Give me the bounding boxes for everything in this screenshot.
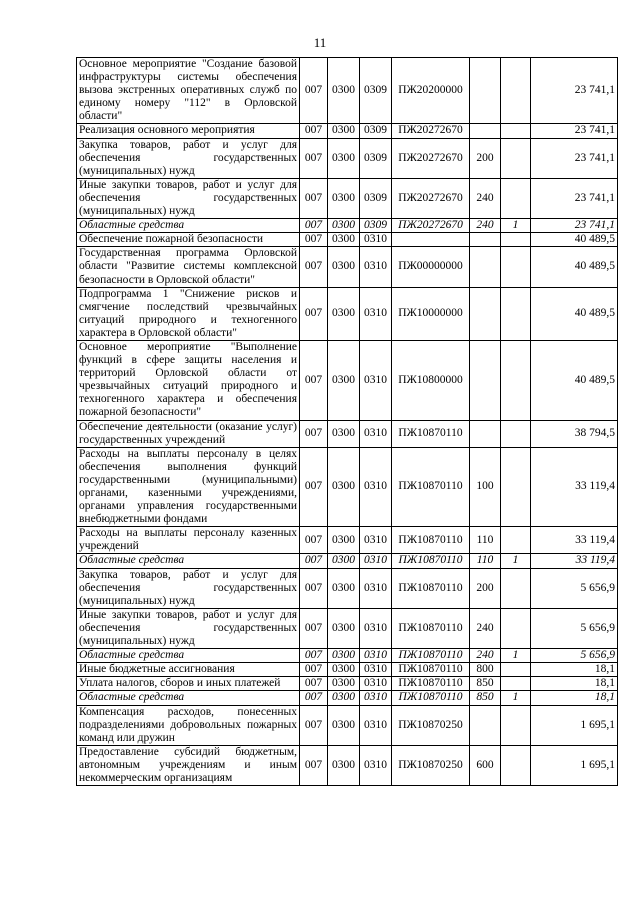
- section-code: 0300: [328, 745, 360, 785]
- target-article-code: ПЖ20272670: [392, 219, 470, 233]
- row-name: Реализация основного мероприятия: [77, 124, 300, 138]
- row-name: Обеспечение пожарной безопасности: [77, 233, 300, 247]
- row-name: Компенсация расходов, понесенных подразделениями добровольных пожарных команд или дружин: [77, 705, 300, 745]
- row-name: Иные бюджетные ассигнования: [77, 663, 300, 677]
- funding-source-code: 1: [501, 554, 531, 568]
- subsection-code: 0309: [360, 124, 392, 138]
- target-article-code: ПЖ10870110: [392, 649, 470, 663]
- row-name: Уплата налогов, сборов и иных платежей: [77, 677, 300, 691]
- amount: 38 794,5: [531, 420, 618, 447]
- subsection-code: 0310: [360, 663, 392, 677]
- row-name: Обеспечение деятельности (оказание услуг) государственных учреждений: [77, 420, 300, 447]
- section-code: 0300: [328, 554, 360, 568]
- target-article-code: [392, 233, 470, 247]
- table-row: [77, 527, 618, 554]
- target-article-code: ПЖ10800000: [392, 340, 470, 420]
- subsection-code: 0309: [360, 138, 392, 178]
- target-article-code: ПЖ10870110: [392, 608, 470, 648]
- funding-source-code: 1: [501, 649, 531, 663]
- expense-type-code: 240: [470, 608, 501, 648]
- grbs-code: 007: [300, 219, 328, 233]
- row-name: Подпрограмма 1 "Снижение рисков и смягчение последствий чрезвычайных ситуаций природного и техногенного характера в Орловской области": [77, 287, 300, 340]
- section-code: 0300: [328, 649, 360, 663]
- funding-source-code: [501, 447, 531, 527]
- table-row: [77, 663, 618, 677]
- amount: 40 489,5: [531, 233, 618, 247]
- subsection-code: 0310: [360, 447, 392, 527]
- amount: 40 489,5: [531, 340, 618, 420]
- amount: 5 656,9: [531, 568, 618, 608]
- funding-source-code: [501, 287, 531, 340]
- section-code: 0300: [328, 219, 360, 233]
- grbs-code: 007: [300, 138, 328, 178]
- funding-source-code: [501, 608, 531, 648]
- subsection-code: 0310: [360, 247, 392, 287]
- table-row: [77, 247, 618, 287]
- target-article-code: ПЖ10870110: [392, 420, 470, 447]
- subsection-code: 0309: [360, 219, 392, 233]
- row-name: Основное мероприятие "Создание базовой инфраструктуры системы обеспечения вызова экстренных оперативных служб по единому номеру "112" в Орловской области": [77, 58, 300, 124]
- row-name: Областные средства: [77, 691, 300, 705]
- table-row: [77, 178, 618, 218]
- expense-type-code: [470, 340, 501, 420]
- expense-type-code: 850: [470, 691, 501, 705]
- subsection-code: 0310: [360, 691, 392, 705]
- section-code: 0300: [328, 663, 360, 677]
- grbs-code: 007: [300, 677, 328, 691]
- expense-type-code: [470, 58, 501, 124]
- amount: 23 741,1: [531, 138, 618, 178]
- expense-type-code: [470, 287, 501, 340]
- table-row-regional-funds: [77, 219, 618, 233]
- target-article-code: ПЖ20272670: [392, 124, 470, 138]
- section-code: 0300: [328, 527, 360, 554]
- funding-source-code: [501, 247, 531, 287]
- grbs-code: 007: [300, 649, 328, 663]
- grbs-code: 007: [300, 705, 328, 745]
- row-name: Закупка товаров, работ и услуг для обеспечения государственных (муниципальных) нужд: [77, 138, 300, 178]
- section-code: 0300: [328, 691, 360, 705]
- row-name: Закупка товаров, работ и услуг для обеспечения государственных (муниципальных) нужд: [77, 568, 300, 608]
- table-row: [77, 340, 618, 420]
- target-article-code: ПЖ10870250: [392, 745, 470, 785]
- subsection-code: 0310: [360, 420, 392, 447]
- expense-type-code: 110: [470, 554, 501, 568]
- amount: 33 119,4: [531, 554, 618, 568]
- subsection-code: 0310: [360, 568, 392, 608]
- budget-table: [76, 57, 618, 786]
- subsection-code: 0309: [360, 58, 392, 124]
- subsection-code: 0310: [360, 554, 392, 568]
- funding-source-code: 1: [501, 219, 531, 233]
- expense-type-code: 110: [470, 527, 501, 554]
- table-row: [77, 58, 618, 124]
- table-row: [77, 745, 618, 785]
- table-row: [77, 124, 618, 138]
- funding-source-code: [501, 677, 531, 691]
- section-code: 0300: [328, 124, 360, 138]
- table-row-regional-funds: [77, 649, 618, 663]
- funding-source-code: [501, 568, 531, 608]
- amount: 40 489,5: [531, 247, 618, 287]
- subsection-code: 0310: [360, 677, 392, 691]
- subsection-code: 0309: [360, 178, 392, 218]
- table-row-regional-funds: [77, 554, 618, 568]
- expense-type-code: [470, 233, 501, 247]
- target-article-code: ПЖ10870110: [392, 554, 470, 568]
- funding-source-code: [501, 233, 531, 247]
- grbs-code: 007: [300, 447, 328, 527]
- table-row: [77, 608, 618, 648]
- funding-source-code: [501, 745, 531, 785]
- grbs-code: 007: [300, 124, 328, 138]
- funding-source-code: [501, 420, 531, 447]
- grbs-code: 007: [300, 340, 328, 420]
- table-row-regional-funds: [77, 691, 618, 705]
- target-article-code: ПЖ00000000: [392, 247, 470, 287]
- expense-type-code: [470, 247, 501, 287]
- section-code: 0300: [328, 447, 360, 527]
- row-name: Иные закупки товаров, работ и услуг для обеспечения государственных (муниципальных) нужд: [77, 608, 300, 648]
- target-article-code: ПЖ20200000: [392, 58, 470, 124]
- grbs-code: 007: [300, 745, 328, 785]
- row-name: Иные закупки товаров, работ и услуг для обеспечения государственных (муниципальных) нужд: [77, 178, 300, 218]
- row-name: Областные средства: [77, 219, 300, 233]
- grbs-code: 007: [300, 420, 328, 447]
- amount: 33 119,4: [531, 447, 618, 527]
- expense-type-code: 100: [470, 447, 501, 527]
- subsection-code: 0310: [360, 705, 392, 745]
- subsection-code: 0310: [360, 233, 392, 247]
- expense-type-code: 200: [470, 568, 501, 608]
- amount: 23 741,1: [531, 219, 618, 233]
- target-article-code: ПЖ10870110: [392, 663, 470, 677]
- subsection-code: 0310: [360, 745, 392, 785]
- row-name: Областные средства: [77, 649, 300, 663]
- funding-source-code: [501, 138, 531, 178]
- section-code: 0300: [328, 705, 360, 745]
- section-code: 0300: [328, 608, 360, 648]
- section-code: 0300: [328, 247, 360, 287]
- funding-source-code: [501, 340, 531, 420]
- target-article-code: ПЖ10870110: [392, 691, 470, 705]
- funding-source-code: [501, 58, 531, 124]
- row-name: Предоставление субсидий бюджетным, автономным учреждениям и иным некоммерческим организациям: [77, 745, 300, 785]
- amount: 1 695,1: [531, 745, 618, 785]
- section-code: 0300: [328, 58, 360, 124]
- grbs-code: 007: [300, 663, 328, 677]
- expense-type-code: [470, 705, 501, 745]
- grbs-code: 007: [300, 568, 328, 608]
- target-article-code: ПЖ10870110: [392, 447, 470, 527]
- section-code: 0300: [328, 233, 360, 247]
- funding-source-code: [501, 705, 531, 745]
- expense-type-code: 240: [470, 219, 501, 233]
- amount: 33 119,4: [531, 527, 618, 554]
- subsection-code: 0310: [360, 527, 392, 554]
- amount: 23 741,1: [531, 178, 618, 218]
- target-article-code: ПЖ10870110: [392, 568, 470, 608]
- target-article-code: ПЖ10870110: [392, 527, 470, 554]
- grbs-code: 007: [300, 247, 328, 287]
- section-code: 0300: [328, 568, 360, 608]
- section-code: 0300: [328, 178, 360, 218]
- table-row: [77, 138, 618, 178]
- section-code: 0300: [328, 138, 360, 178]
- grbs-code: 007: [300, 287, 328, 340]
- funding-source-code: [501, 124, 531, 138]
- funding-source-code: [501, 178, 531, 218]
- table-body: [77, 58, 618, 786]
- row-name: Государственная программа Орловской области "Развитие системы комплексной безопасности в Орловской области": [77, 247, 300, 287]
- expense-type-code: 850: [470, 677, 501, 691]
- amount: 5 656,9: [531, 649, 618, 663]
- amount: 18,1: [531, 663, 618, 677]
- row-name: Расходы на выплаты персоналу в целях обеспечения выполнения функций государственными (муниципальными) органами, казенными учреждениями, органами управления государственными внебюджетными фондами: [77, 447, 300, 527]
- section-code: 0300: [328, 340, 360, 420]
- section-code: 0300: [328, 677, 360, 691]
- subsection-code: 0310: [360, 649, 392, 663]
- grbs-code: 007: [300, 527, 328, 554]
- target-article-code: ПЖ10000000: [392, 287, 470, 340]
- row-name: Расходы на выплаты персоналу казенных учреждений: [77, 527, 300, 554]
- funding-source-code: [501, 527, 531, 554]
- expense-type-code: [470, 124, 501, 138]
- expense-type-code: 240: [470, 178, 501, 218]
- page-number: 11: [313, 35, 327, 50]
- target-article-code: ПЖ10870250: [392, 705, 470, 745]
- table-row: [77, 233, 618, 247]
- section-code: 0300: [328, 287, 360, 340]
- subsection-code: 0310: [360, 340, 392, 420]
- table-row: [77, 568, 618, 608]
- amount: 1 695,1: [531, 705, 618, 745]
- table-row: [77, 705, 618, 745]
- grbs-code: 007: [300, 554, 328, 568]
- section-code: 0300: [328, 420, 360, 447]
- amount: 23 741,1: [531, 58, 618, 124]
- amount: 23 741,1: [531, 124, 618, 138]
- amount: 18,1: [531, 691, 618, 705]
- row-name: Областные средства: [77, 554, 300, 568]
- table-row: [77, 287, 618, 340]
- target-article-code: ПЖ20272670: [392, 178, 470, 218]
- row-name: Основное мероприятие "Выполнение функций в сфере защиты населения и территорий Орловской области от чрезвычайных ситуаций природного и техногенного характера и обеспечения пожарной безопасности": [77, 340, 300, 420]
- amount: 40 489,5: [531, 287, 618, 340]
- grbs-code: 007: [300, 58, 328, 124]
- expense-type-code: [470, 420, 501, 447]
- grbs-code: 007: [300, 691, 328, 705]
- expense-type-code: 200: [470, 138, 501, 178]
- funding-source-code: 1: [501, 691, 531, 705]
- subsection-code: 0310: [360, 608, 392, 648]
- funding-source-code: [501, 663, 531, 677]
- table-row: [77, 677, 618, 691]
- expense-type-code: 600: [470, 745, 501, 785]
- amount: 18,1: [531, 677, 618, 691]
- table-row: [77, 447, 618, 527]
- target-article-code: ПЖ10870110: [392, 677, 470, 691]
- table-row: [77, 420, 618, 447]
- grbs-code: 007: [300, 233, 328, 247]
- target-article-code: ПЖ20272670: [392, 138, 470, 178]
- subsection-code: 0310: [360, 287, 392, 340]
- amount: 5 656,9: [531, 608, 618, 648]
- grbs-code: 007: [300, 608, 328, 648]
- expense-type-code: 240: [470, 649, 501, 663]
- grbs-code: 007: [300, 178, 328, 218]
- expense-type-code: 800: [470, 663, 501, 677]
